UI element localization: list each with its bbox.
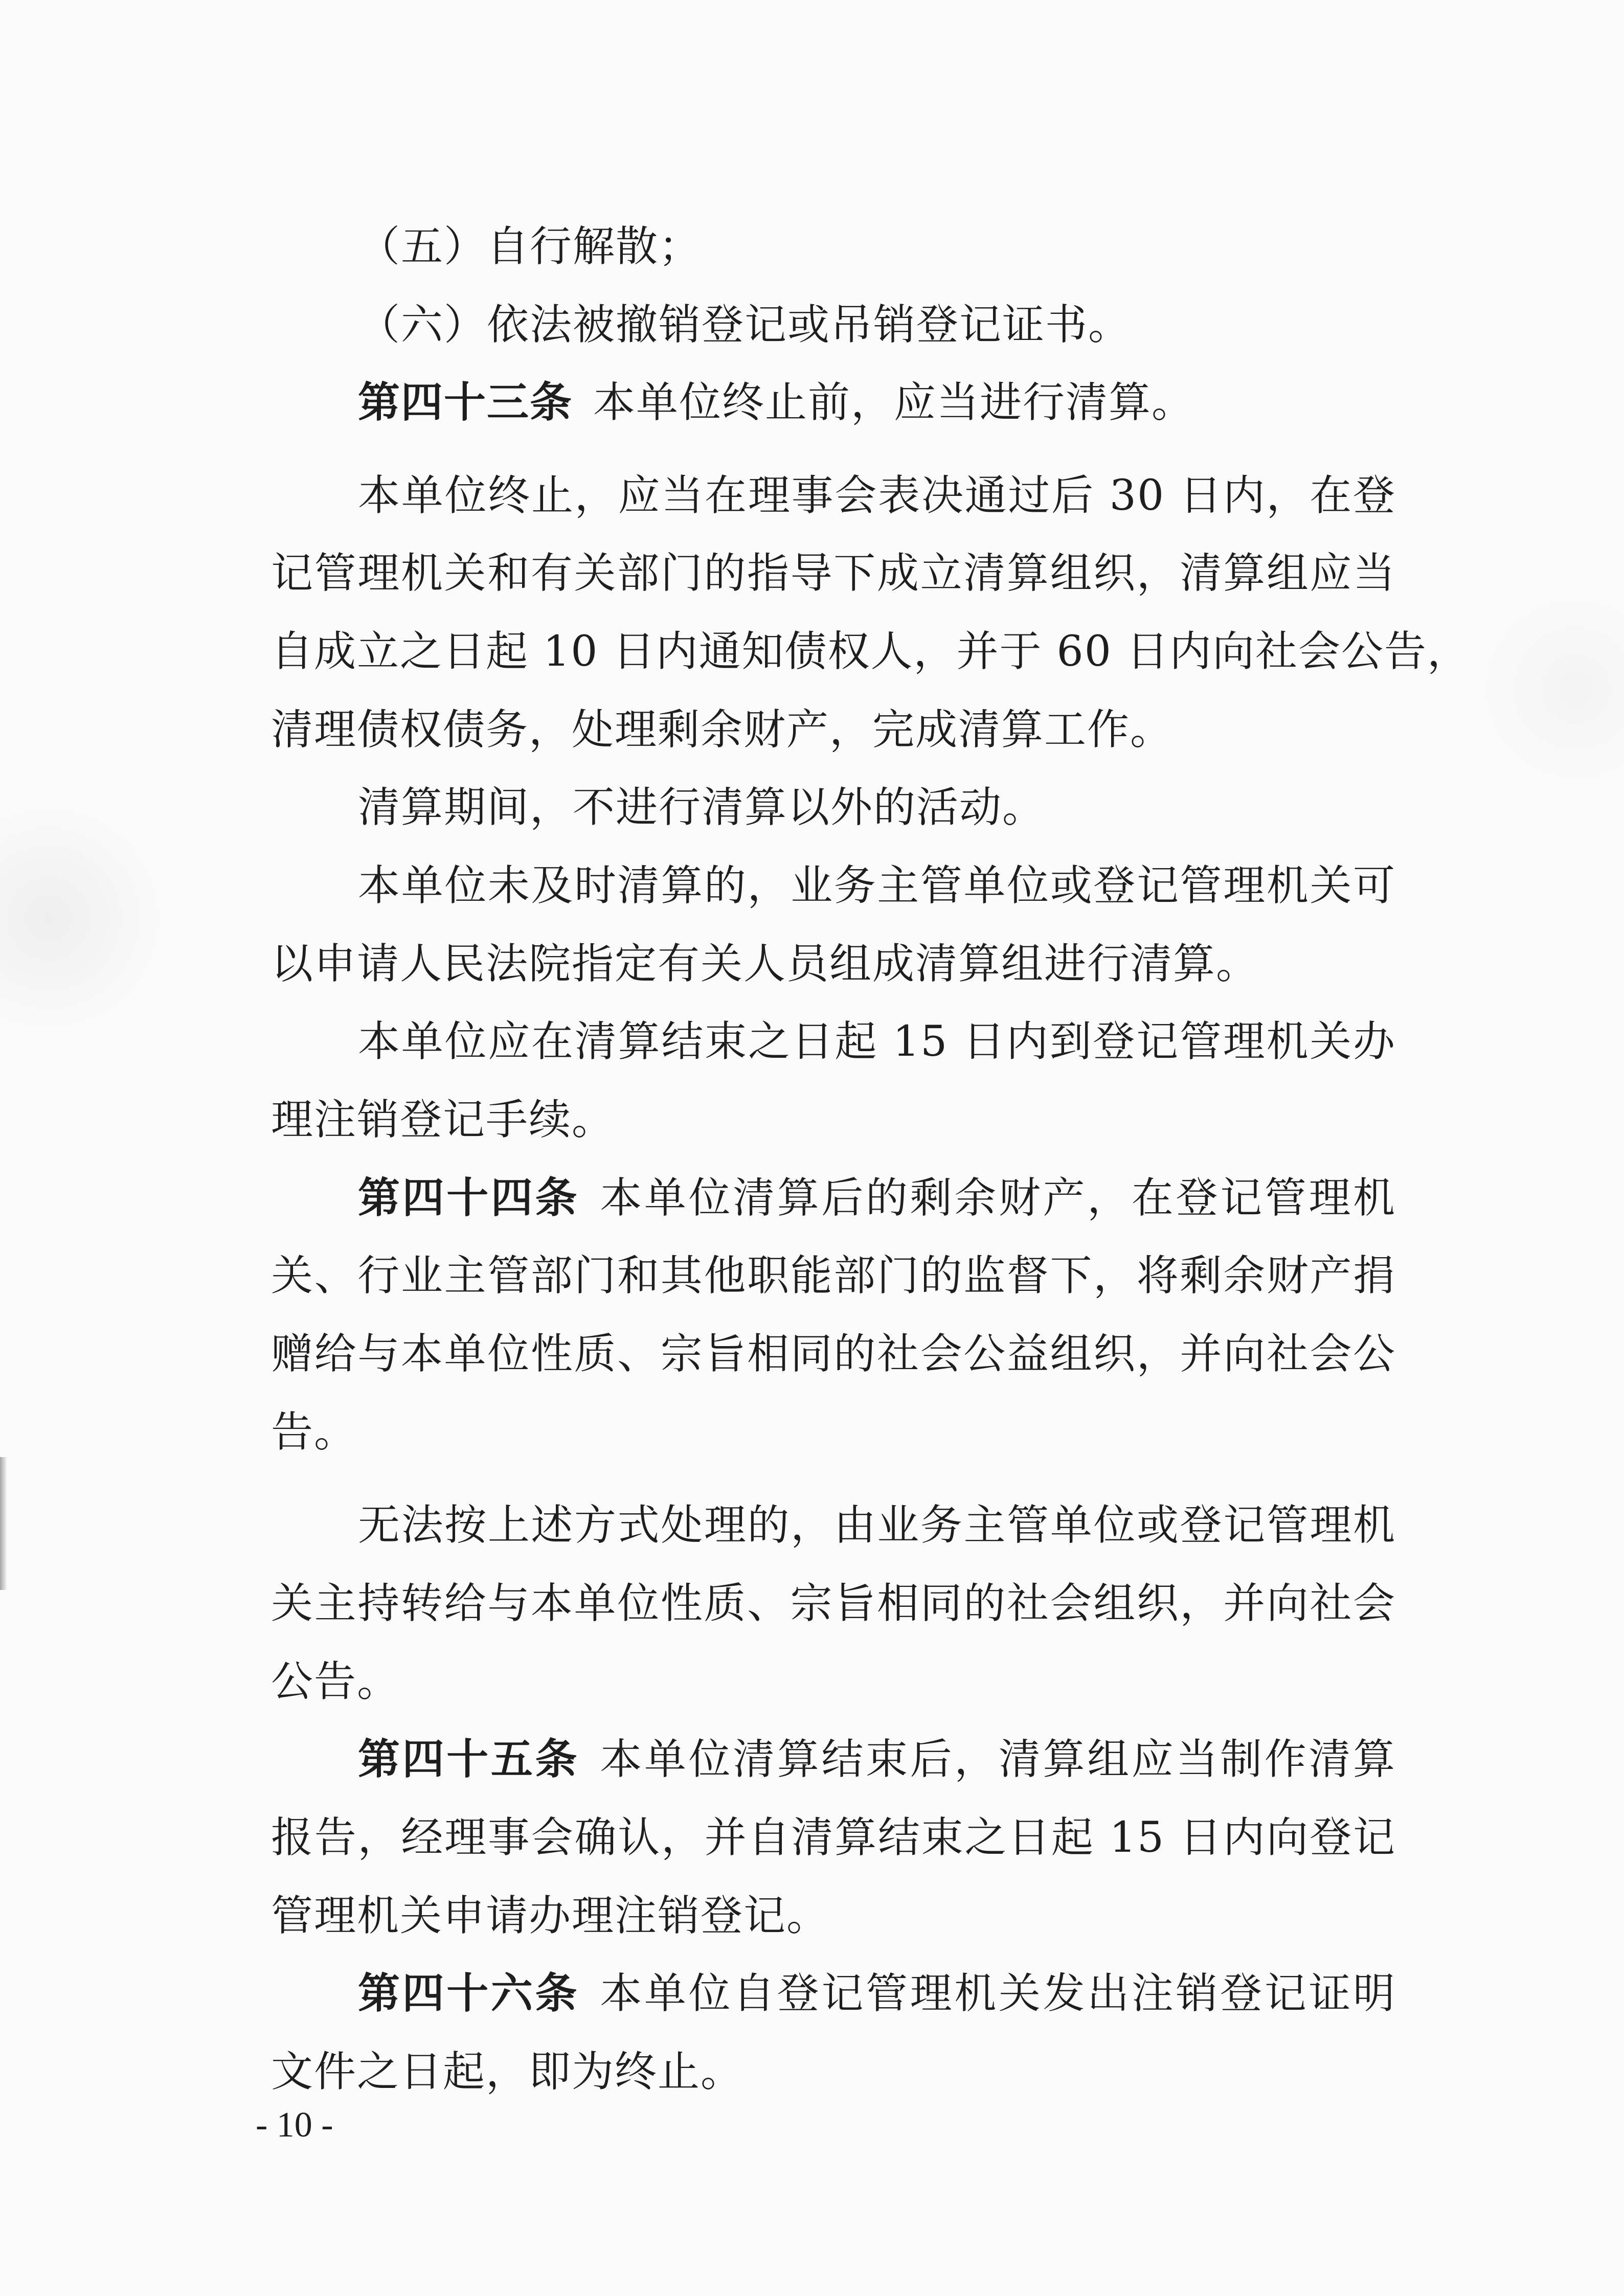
text-line: 公告。	[271, 1657, 400, 1706]
text-line: 本单位终止，应当在理事会表决通过后 30 日内，在登	[358, 471, 1396, 520]
text-line: 关、行业主管部门和其他职能部门的监督下，将剩余财产捐	[271, 1252, 1396, 1300]
text-line: 本单位应在清算结束之日起 15 日内到登记管理机关办	[358, 1017, 1396, 1066]
text-line: 理注销登记手续。	[271, 1096, 615, 1144]
article-line: 第四十六条 本单位自登记管理机关发出注销登记证明	[358, 1969, 1396, 2018]
text-line: 文件之日起，即为终止。	[271, 2048, 744, 2096]
text-line: （五）自行解散；	[358, 222, 702, 271]
text-line: 无法按上述方式处理的，由业务主管单位或登记管理机	[358, 1501, 1396, 1550]
article-number: 第四十六条	[358, 1969, 580, 2018]
text-line: 赠给与本单位性质、宗旨相同的社会公益组织，并向社会公	[271, 1330, 1396, 1378]
article-line: 第四十三条 本单位终止前，应当进行清算。	[358, 378, 1195, 427]
text-line: 以申请人民法院指定有关人员组成清算组进行清算。	[271, 940, 1259, 988]
text-line: 自成立之日起 10 日内通知债权人，并于 60 日内向社会公告，	[271, 627, 1470, 676]
scan-edge-shadow	[0, 1457, 7, 1590]
article-number: 第四十五条	[358, 1735, 580, 1784]
text-line: （六）依法被撤销登记或吊销登记证书。	[358, 301, 1132, 349]
article-number: 第四十四条	[358, 1174, 580, 1222]
text-line: 本单位未及时清算的，业务主管单位或登记管理机关可	[358, 861, 1396, 910]
text-line: 告。	[271, 1408, 357, 1457]
text-line: 管理机关申请办理注销登记。	[271, 1892, 830, 1940]
text-line: 清理债权债务，处理剩余财产，完成清算工作。	[271, 706, 1174, 754]
page-number: - 10 -	[256, 2105, 333, 2145]
article-line: 第四十四条 本单位清算后的剩余财产，在登记管理机	[358, 1174, 1396, 1222]
article-line: 第四十五条 本单位清算结束后，清算组应当制作清算	[358, 1735, 1396, 1784]
text-line: 记管理机关和有关部门的指导下成立清算组织，清算组应当	[271, 549, 1396, 598]
article-number: 第四十三条	[358, 378, 573, 427]
text-line: 清算期间，不进行清算以外的活动。	[358, 783, 1046, 832]
text-line: 报告，经理事会确认，并自清算结束之日起 15 日内向登记	[271, 1813, 1396, 1862]
text-line: 关主持转给与本单位性质、宗旨相同的社会组织，并向社会	[271, 1579, 1396, 1628]
